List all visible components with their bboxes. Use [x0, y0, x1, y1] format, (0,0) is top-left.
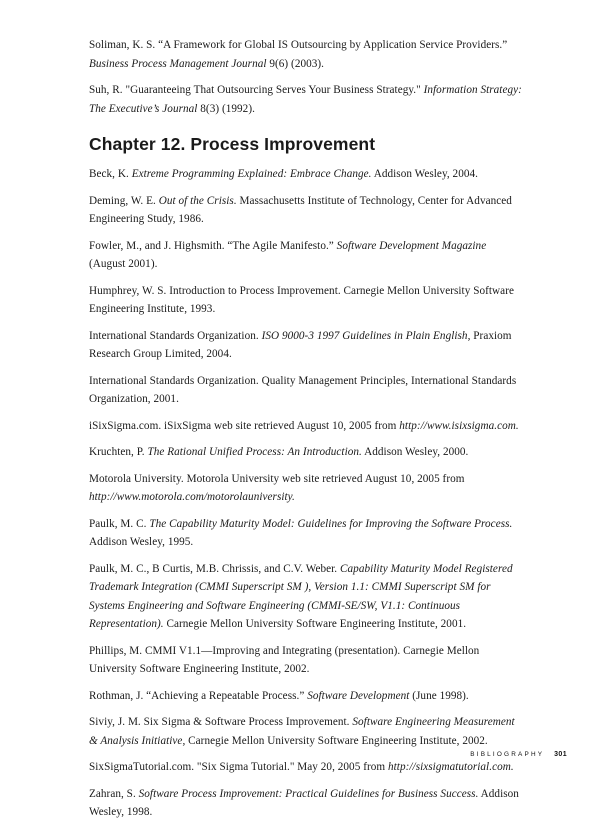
reference-title: Software Development	[307, 689, 410, 702]
reference-text-tail: Addison Wesley, 2004.	[371, 168, 478, 180]
reference-title: Business Process Management Journal	[89, 57, 267, 70]
reference-entry	[89, 282, 523, 319]
reference-text-tail: (August 2001).	[89, 258, 158, 270]
reference-entry	[89, 443, 523, 462]
reference-title: The Capability Maturity Model: Guidelines for Improving the Software Process.	[149, 517, 513, 530]
reference-title: The Rational Unified Process: An Introduction.	[147, 446, 362, 458]
reference-entry	[89, 687, 523, 706]
reference-entry	[89, 36, 523, 73]
reference-text: SixSigmaTutorial.com. "Six Sigma Tutorial." May 20, 2005 from	[89, 761, 388, 773]
reference-text-tail: Carnegie Mellon University Software Engineering Institute, 2002.	[185, 734, 488, 747]
reference-title: Software Process Improvement: Practical Guidelines for Business Success.	[138, 787, 479, 800]
page-footer	[470, 751, 567, 758]
chapter-12-reference-list	[89, 165, 523, 822]
reference-text: Humphrey, W. S. Introduction to Process Improvement. Carnegie Mellon University Software Engineering Institute, 1993.	[89, 284, 514, 315]
reference-text-tail: (June 1998).	[409, 689, 469, 702]
reference-text-tail: Massachusetts Institute of Technology, Center for Advanced Engineering Study, 1986.	[89, 194, 512, 225]
reference-title: http://www.motorola.com/motorolauniversity.	[89, 491, 295, 503]
reference-entry	[89, 81, 523, 118]
reference-text-tail: Addison Wesley, 1995.	[89, 536, 194, 548]
reference-text-tail: Praxiom Research Group Limited, 2004.	[89, 329, 512, 360]
reference-title: Extreme Programming Explained: Embrace Change.	[131, 168, 372, 180]
reference-entry	[89, 372, 523, 409]
reference-title: ISO 9000-3 1997 Guidelines in Plain English,	[261, 329, 471, 342]
reference-text-tail: Carnegie Mellon University Software Engineering Institute, 2001.	[163, 618, 467, 630]
reference-entry	[89, 515, 523, 552]
reference-title: Information Strategy: The Executive’s Journal	[89, 84, 522, 115]
chapter-heading: Chapter 12. Process Improvement	[89, 134, 376, 154]
reference-text: Fowler, M., and J. Highsmith. “The Agile Manifesto.”	[89, 239, 337, 252]
reference-entry	[89, 560, 523, 634]
reference-text: Rothman, J. “Achieving a Repeatable Process.”	[89, 689, 308, 702]
reference-text: Deming, W. E.	[89, 194, 159, 207]
reference-text: Siviy, J. M. Six Sigma & Software Process Improvement.	[89, 716, 353, 728]
reference-entry	[89, 237, 523, 274]
reference-entry	[89, 642, 523, 679]
reference-text: Motorola University. Motorola University web site retrieved August 10, 2005 from	[89, 472, 465, 485]
reference-title: http://sixsigmatutorial.com.	[388, 761, 514, 773]
reference-text: Soliman, K. S. “A Framework for Global IS Outsourcing by Application Service Providers.”	[89, 39, 508, 51]
reference-text: Suh, R. "Guaranteeing That Outsourcing Serves Your Business Strategy."	[89, 84, 424, 96]
reference-text-tail: 9(6) (2003).	[266, 57, 325, 70]
reference-text-tail: 8(3) (1992).	[197, 102, 255, 115]
top-reference-list	[89, 36, 523, 118]
reference-text-tail: Addison Wesley, 2000.	[361, 446, 469, 458]
reference-title: Capability Maturity Model Registered Trademark Integration (CMMI Superscript SM ), Version 1.1: CMMI Superscript SM for Systems Engineering and Software Engineering (CMMI-SE/SW, V1.1: Continuous Representation).	[89, 562, 513, 630]
reference-entry	[89, 417, 523, 436]
reference-text: Paulk, M. C.	[89, 517, 150, 530]
reference-text: Phillips, M. CMMI V1.1—Improving and Integrating (presentation). Carnegie Mellon University Software Engineering Institute, 2002.	[89, 644, 480, 675]
footer-section-label: BIBLIOGRAPHY	[470, 751, 545, 758]
reference-entry	[89, 785, 523, 822]
reference-title: Out of the Crisis.	[158, 194, 237, 207]
reference-entry	[89, 758, 523, 777]
reference-title: http://www.isixsigma.com.	[399, 419, 519, 432]
reference-text: Paulk, M. C., B Curtis, M.B. Chrissis, and C.V. Weber.	[89, 562, 341, 575]
bibliography-page	[89, 36, 523, 830]
reference-text: International Standards Organization.	[89, 329, 262, 342]
reference-entry	[89, 165, 523, 184]
reference-title: Software Engineering Measurement & Analysis Initiative,	[89, 716, 515, 747]
reference-title: Software Development Magazine	[336, 239, 487, 252]
reference-entry	[89, 470, 523, 507]
reference-text: Zahran, S.	[89, 787, 139, 800]
reference-text-tail: Addison Wesley, 1998.	[89, 787, 519, 818]
reference-entry	[89, 327, 523, 364]
reference-text: Kruchten, P.	[89, 446, 148, 458]
reference-entry	[89, 192, 523, 229]
reference-text: International Standards Organization. Quality Management Principles, International Standards Organization, 2001.	[89, 374, 517, 405]
reference-text: Beck, K.	[89, 168, 132, 180]
page-number: 301	[554, 751, 567, 758]
reference-entry	[89, 713, 523, 750]
reference-text: iSixSigma.com. iSixSigma web site retrieved August 10, 2005 from	[89, 419, 400, 432]
